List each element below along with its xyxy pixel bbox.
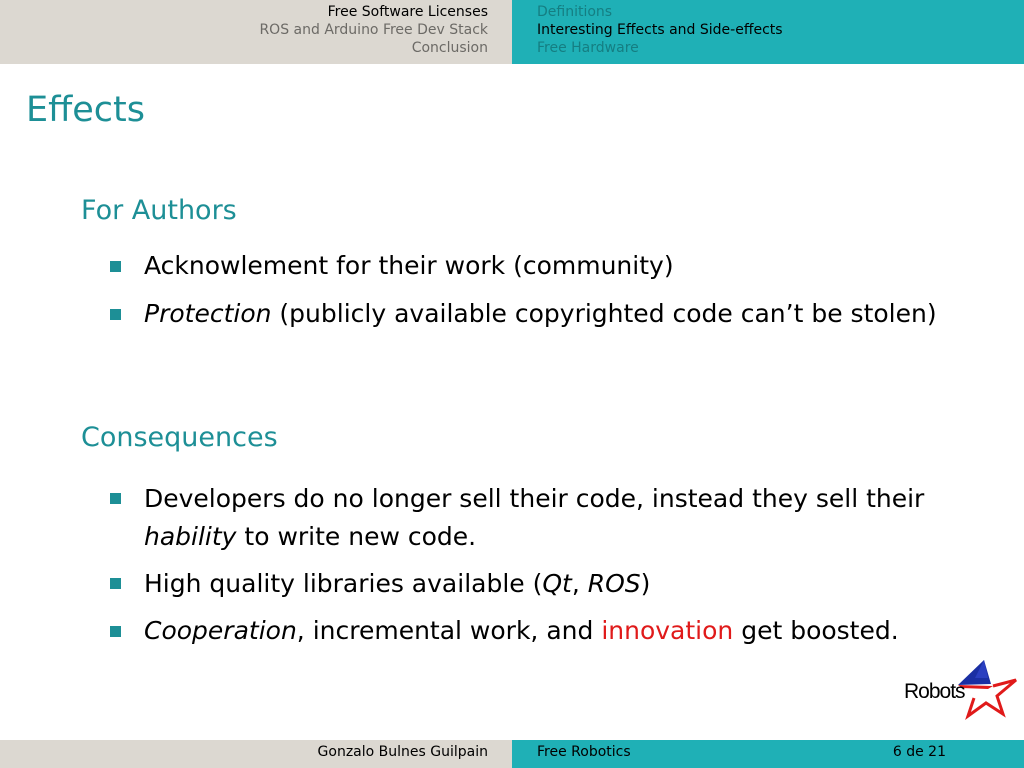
list-item [144, 295, 964, 333]
nav-section-conclusion[interactable]: Conclusion [411, 40, 488, 56]
list-item [144, 612, 964, 650]
item-text: (publicly available copyrighted code can’t be stolen) [271, 299, 937, 328]
item-emphasis: Cooperation [144, 616, 297, 645]
item-text: Acknowlement for their work (community) [144, 251, 674, 280]
nav-subsection-effects[interactable]: Interesting Effects and Side-effects [537, 22, 783, 38]
item-emphasis-ros: ROS [587, 569, 641, 598]
item-highlight: innovation [601, 616, 734, 645]
bullet-icon [110, 261, 121, 272]
bullet-icon [110, 493, 121, 504]
block-title-consequences: Consequences [81, 422, 278, 453]
header-bar [0, 0, 1024, 64]
bullet-icon [110, 626, 121, 637]
footer-title: Free Robotics [537, 744, 631, 760]
item-text: High quality libraries available ( [144, 569, 543, 598]
list-item [144, 480, 964, 556]
item-text: , [571, 569, 588, 598]
nav-section-free-software-licenses[interactable]: Free Software Licenses [327, 4, 488, 20]
page-number: 6 de 21 [892, 744, 946, 760]
item-text: Developers do no longer sell their code, instead they sell their [144, 484, 925, 513]
footer-author: Gonzalo Bulnes Guilpain [317, 744, 488, 760]
item-text: to write new code. [236, 522, 477, 551]
item-emphasis: Protection [144, 299, 272, 328]
logo-text: Robots [904, 680, 965, 703]
list-item [144, 565, 964, 603]
bullet-icon [110, 578, 121, 589]
slide-title: Effects [26, 90, 145, 130]
subsection-nav [512, 0, 1024, 64]
nav-subsection-definitions[interactable]: Definitions [537, 4, 613, 20]
footer-title-cell [512, 740, 819, 768]
item-text: ) [640, 569, 651, 598]
footer-bar [0, 740, 1024, 768]
item-emphasis-qt: Qt [542, 569, 572, 598]
nav-section-ros-arduino[interactable]: ROS and Arduino Free Dev Stack [259, 22, 488, 38]
nav-subsection-free-hardware[interactable]: Free Hardware [537, 40, 639, 56]
section-nav [0, 0, 512, 64]
item-text: get boosted. [733, 616, 899, 645]
item-emphasis: hability [144, 522, 237, 551]
item-text: , incremental work, and [296, 616, 602, 645]
footer-author-cell [0, 740, 512, 768]
footer-page-cell [819, 740, 1024, 768]
block-title-for-authors: For Authors [81, 195, 237, 226]
robots-logo [900, 656, 1018, 720]
list-item [144, 247, 964, 285]
bullet-icon [110, 309, 121, 320]
